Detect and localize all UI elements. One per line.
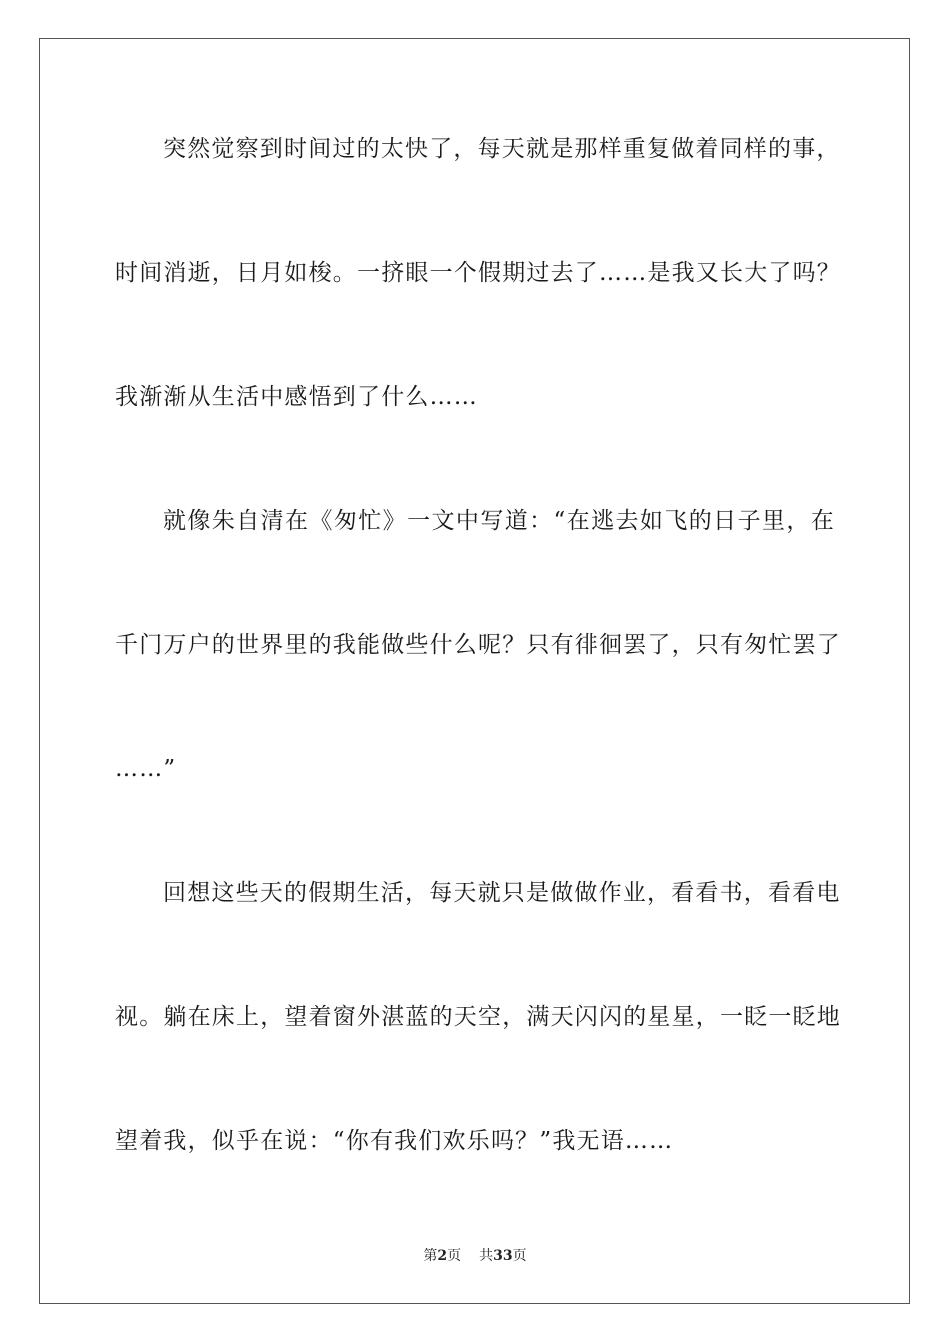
- page-suffix: 页: [447, 1248, 462, 1264]
- paragraph-2-line-3: ……”: [115, 756, 177, 782]
- page-prefix: 第: [423, 1248, 438, 1264]
- paragraph-3-line-2: 视。躺在床上，望着窗外湛蓝的天空，满天闪闪的星星，一眨一眨地: [115, 1004, 841, 1030]
- paragraph-2-line-2: 千门万户的世界里的我能做些什么呢？只有徘徊罢了，只有匆忙罢了: [115, 632, 841, 658]
- paragraph-1-line-2: 时间消逝，日月如梭。一挤眼一个假期过去了……是我又长大了吗？: [115, 260, 841, 286]
- paragraph-3-line-1: 回想这些天的假期生活，每天就只是做做作业，看看书，看看电: [163, 880, 841, 906]
- paragraph-2-line-1: 就像朱自清在《匆忙》一文中写道：“在逃去如飞的日子里，在: [163, 508, 835, 534]
- document-body: [115, 115, 841, 1231]
- paragraph-1-line-3: 我渐渐从生活中感悟到了什么……: [115, 384, 478, 410]
- page-footer: [0, 1245, 950, 1265]
- paragraph-1-line-1: 突然觉察到时间过的太快了，每天就是那样重复做着同样的事，: [163, 136, 841, 162]
- paragraph-3-line-3: 望着我，似乎在说：“你有我们欢乐吗？”我无语……: [115, 1128, 674, 1154]
- total-pages: 33: [493, 1248, 513, 1264]
- total-prefix: 共: [479, 1248, 494, 1264]
- total-suffix: 页: [512, 1248, 527, 1264]
- page-number: 2: [437, 1248, 448, 1264]
